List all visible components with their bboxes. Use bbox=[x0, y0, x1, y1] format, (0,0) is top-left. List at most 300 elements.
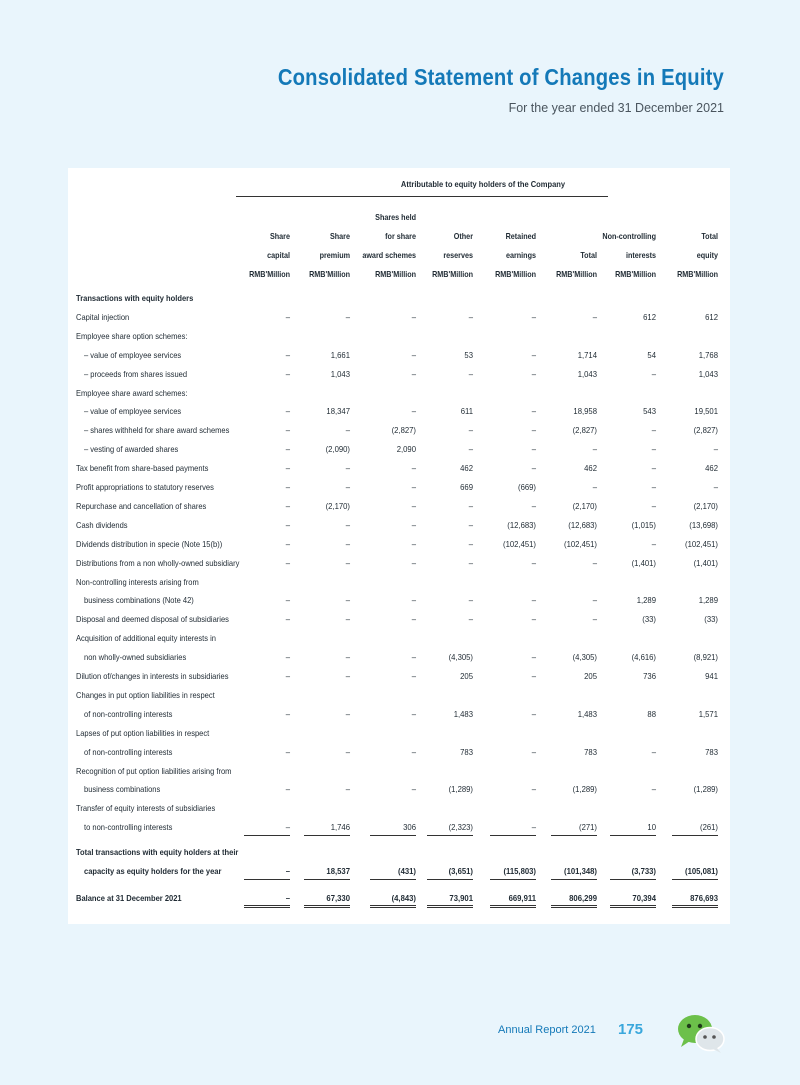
row-value: – bbox=[285, 557, 290, 568]
row-value: – bbox=[345, 671, 350, 681]
row-value: – bbox=[411, 349, 416, 360]
table-row bbox=[68, 554, 730, 572]
row-value: – bbox=[592, 311, 597, 322]
row-value: – bbox=[285, 482, 290, 492]
table-row bbox=[68, 365, 730, 383]
row-value: 462 bbox=[705, 463, 718, 474]
row-value: – bbox=[411, 784, 416, 795]
column-header-line: earnings bbox=[505, 251, 536, 260]
row-value: – bbox=[531, 349, 536, 360]
row-value: – bbox=[531, 784, 536, 795]
row-value: 462 bbox=[460, 463, 473, 474]
page-number: 175 bbox=[618, 1021, 644, 1038]
table-row bbox=[68, 799, 730, 817]
subtotal-rule bbox=[427, 835, 473, 836]
row-label: Non-controlling interests arising from bbox=[76, 576, 199, 587]
table-row bbox=[68, 843, 730, 861]
row-value: (105,081) bbox=[685, 866, 718, 876]
row-value: – bbox=[531, 311, 536, 322]
row-value: – bbox=[531, 463, 536, 474]
column-header-line bbox=[418, 189, 473, 208]
column-header-line bbox=[542, 227, 597, 246]
row-value: 1,714 bbox=[577, 349, 597, 360]
table-row bbox=[68, 308, 730, 326]
row-label: business combinations bbox=[84, 784, 161, 795]
row-value: (8,921) bbox=[693, 652, 718, 663]
subtotal-rule bbox=[490, 835, 536, 836]
row-value: – bbox=[651, 482, 656, 492]
row-value: – bbox=[411, 311, 416, 322]
table-row bbox=[68, 743, 730, 761]
row-value: 1,571 bbox=[698, 708, 718, 719]
table-row bbox=[68, 346, 730, 364]
row-value: – bbox=[531, 671, 536, 681]
row-value: (12,683) bbox=[507, 519, 536, 530]
row-value: – bbox=[285, 595, 290, 606]
row-value: 611 bbox=[460, 406, 473, 417]
row-label: – proceeds from shares issued bbox=[84, 368, 188, 379]
column-header-line: Total bbox=[701, 232, 718, 241]
row-value: (1,401) bbox=[693, 557, 718, 568]
column-header-line: interests bbox=[625, 251, 656, 260]
table-row bbox=[68, 327, 730, 345]
row-label: Changes in put option liabilities in respect bbox=[76, 689, 215, 700]
row-value: (33) bbox=[642, 614, 656, 625]
table-row bbox=[68, 762, 730, 780]
row-value: – bbox=[285, 463, 290, 474]
row-value: – bbox=[531, 746, 536, 757]
row-value: – bbox=[285, 746, 290, 757]
row-value: (102,451) bbox=[685, 538, 718, 549]
row-value: – bbox=[592, 614, 597, 625]
row-value: (115,803) bbox=[503, 866, 536, 876]
row-value: (1,289) bbox=[572, 784, 597, 795]
row-value: – bbox=[468, 614, 473, 625]
table-row bbox=[68, 629, 730, 647]
column-header-line bbox=[481, 208, 536, 227]
row-value: – bbox=[411, 538, 416, 549]
row-value: 543 bbox=[643, 406, 656, 417]
wechat-logo-icon bbox=[676, 1012, 726, 1054]
row-value: – bbox=[411, 463, 416, 474]
row-value: 53 bbox=[464, 349, 473, 360]
subtotal-rule bbox=[244, 835, 290, 836]
column-header-line: award schemes bbox=[362, 251, 416, 260]
group-header: Attributable to equity holders of the Company bbox=[400, 179, 566, 189]
row-value: – bbox=[713, 482, 718, 492]
column-header bbox=[228, 189, 290, 284]
row-value: – bbox=[285, 822, 290, 833]
row-value: – bbox=[345, 538, 350, 549]
total-double-rule bbox=[672, 905, 718, 908]
total-double-rule bbox=[610, 905, 656, 908]
row-value: 1,661 bbox=[330, 349, 350, 360]
row-value: – bbox=[531, 652, 536, 663]
row-label: – vesting of awarded shares bbox=[84, 444, 179, 455]
row-value: 1,746 bbox=[330, 822, 350, 833]
row-value: – bbox=[285, 500, 290, 511]
row-value: (669) bbox=[518, 482, 536, 492]
row-value: (102,451) bbox=[503, 538, 536, 549]
row-value: 736 bbox=[643, 671, 656, 681]
row-value: 1,483 bbox=[577, 708, 597, 719]
row-label: Dividends distribution in specie (Note 15(b)) bbox=[76, 538, 223, 549]
column-header-line bbox=[542, 189, 597, 208]
row-value: – bbox=[468, 311, 473, 322]
row-value: (2,827) bbox=[693, 425, 718, 436]
row-value: 1,043 bbox=[330, 368, 350, 379]
row-value: (1,401) bbox=[631, 557, 656, 568]
row-value: 70,394 bbox=[632, 892, 656, 903]
row-value: – bbox=[411, 482, 416, 492]
row-value: (2,827) bbox=[391, 425, 416, 436]
row-value: – bbox=[468, 595, 473, 606]
row-value: – bbox=[285, 614, 290, 625]
row-label: – value of employee services bbox=[84, 349, 182, 360]
row-value: – bbox=[468, 425, 473, 436]
row-value: (2,170) bbox=[572, 500, 597, 511]
row-value: 1,289 bbox=[698, 595, 718, 606]
table-row bbox=[68, 402, 730, 420]
row-value: (1,015) bbox=[631, 519, 656, 530]
subtotal-rule bbox=[370, 879, 416, 880]
column-header-line: equity bbox=[696, 251, 718, 260]
row-value: (33) bbox=[704, 614, 718, 625]
row-value: – bbox=[651, 784, 656, 795]
row-value: – bbox=[345, 708, 350, 719]
column-header bbox=[594, 189, 656, 284]
table-row bbox=[68, 862, 730, 880]
table-row bbox=[68, 516, 730, 534]
row-value: (102,451) bbox=[564, 538, 597, 549]
row-value: – bbox=[411, 746, 416, 757]
row-value: 612 bbox=[643, 311, 656, 322]
column-header-line bbox=[663, 189, 718, 208]
row-value: – bbox=[651, 425, 656, 436]
subtotal-rule bbox=[304, 835, 350, 836]
row-value: – bbox=[411, 652, 416, 663]
row-value: – bbox=[345, 652, 350, 663]
column-header-line: RMB'Million bbox=[677, 270, 718, 279]
subtotal-rule bbox=[672, 879, 718, 880]
column-header-line bbox=[295, 208, 350, 227]
row-value: – bbox=[468, 368, 473, 379]
row-value: 612 bbox=[705, 311, 718, 322]
table-row bbox=[68, 459, 730, 477]
column-header bbox=[411, 189, 473, 284]
row-value: – bbox=[411, 595, 416, 606]
row-value: – bbox=[411, 406, 416, 417]
subtotal-rule bbox=[304, 879, 350, 880]
row-value: 18,537 bbox=[326, 866, 350, 876]
row-value: – bbox=[285, 406, 290, 417]
column-header-line: Share bbox=[269, 232, 290, 241]
total-double-rule bbox=[427, 905, 473, 908]
row-value: – bbox=[345, 425, 350, 436]
row-value: – bbox=[468, 538, 473, 549]
row-value: – bbox=[531, 822, 536, 833]
column-header-line: Share bbox=[329, 232, 350, 241]
table-row bbox=[68, 535, 730, 553]
row-label: non wholly-owned subsidiaries bbox=[84, 652, 187, 663]
row-value: 205 bbox=[460, 671, 473, 681]
table-row bbox=[68, 667, 730, 685]
row-value: 67,330 bbox=[326, 892, 350, 903]
column-header-line bbox=[542, 208, 597, 227]
row-value: – bbox=[592, 595, 597, 606]
row-value: (101,348) bbox=[564, 866, 597, 876]
row-value: (12,683) bbox=[568, 519, 597, 530]
row-label: Dilution of/changes in interests in subsidiaries bbox=[76, 671, 229, 681]
row-value: – bbox=[345, 519, 350, 530]
row-value: – bbox=[411, 708, 416, 719]
row-value: – bbox=[285, 425, 290, 436]
row-value: – bbox=[411, 671, 416, 681]
row-value: (4,305) bbox=[572, 652, 597, 663]
row-label: Transfer of equity interests of subsidiaries bbox=[76, 803, 216, 814]
row-value: (1,289) bbox=[693, 784, 718, 795]
subtotal-rule bbox=[370, 835, 416, 836]
row-label: of non-controlling interests bbox=[84, 708, 173, 719]
row-value: – bbox=[651, 746, 656, 757]
row-value: – bbox=[345, 557, 350, 568]
row-value: 306 bbox=[403, 822, 416, 833]
table-row bbox=[68, 818, 730, 836]
row-value: (1,289) bbox=[448, 784, 473, 795]
column-header-line: Total bbox=[580, 251, 597, 260]
row-value: 783 bbox=[705, 746, 718, 757]
row-value: 806,299 bbox=[569, 892, 597, 903]
row-value: – bbox=[531, 425, 536, 436]
column-header-line: Other bbox=[453, 232, 473, 241]
row-value: – bbox=[592, 557, 597, 568]
row-value: 876,693 bbox=[690, 892, 718, 903]
column-header-line bbox=[361, 189, 416, 208]
table-row bbox=[68, 686, 730, 704]
row-label: Recognition of put option liabilities arising from bbox=[76, 765, 232, 776]
row-label: capacity as equity holders for the year bbox=[84, 866, 222, 876]
column-header-line bbox=[235, 208, 290, 227]
row-value: – bbox=[468, 557, 473, 568]
row-value: 18,958 bbox=[573, 406, 597, 417]
total-double-rule bbox=[490, 905, 536, 908]
row-value: – bbox=[285, 708, 290, 719]
row-label: of non-controlling interests bbox=[84, 746, 173, 757]
row-label: Disposal and deemed disposal of subsidiaries bbox=[76, 614, 229, 625]
row-value: (2,827) bbox=[572, 425, 597, 436]
row-value: 18,347 bbox=[326, 406, 350, 417]
table-row bbox=[68, 648, 730, 666]
row-value: 783 bbox=[460, 746, 473, 757]
row-value: 2,090 bbox=[396, 444, 416, 455]
row-value: – bbox=[468, 444, 473, 455]
row-value: – bbox=[285, 444, 290, 455]
row-value: – bbox=[411, 614, 416, 625]
row-label: Employee share option schemes: bbox=[76, 330, 188, 341]
total-double-rule bbox=[244, 905, 290, 908]
row-value: (4,616) bbox=[631, 652, 656, 663]
row-value: – bbox=[285, 784, 290, 795]
row-value: – bbox=[531, 368, 536, 379]
row-label: Acquisition of additional equity interests in bbox=[76, 633, 216, 644]
row-value: – bbox=[468, 519, 473, 530]
statement-panel bbox=[68, 168, 730, 924]
row-value: – bbox=[468, 500, 473, 511]
column-header-line bbox=[295, 189, 350, 208]
row-value: 1,043 bbox=[698, 368, 718, 379]
total-double-rule bbox=[551, 905, 597, 908]
row-label: Lapses of put option liabilities in respect bbox=[76, 727, 210, 738]
row-label: Tax benefit from share-based payments bbox=[76, 463, 209, 474]
table-row bbox=[68, 780, 730, 798]
row-label: – value of employee services bbox=[84, 406, 182, 417]
column-header bbox=[474, 189, 536, 284]
row-value: – bbox=[285, 671, 290, 681]
row-label: Employee share award schemes: bbox=[76, 387, 188, 398]
row-value: 19,501 bbox=[694, 406, 718, 417]
column-header-line bbox=[235, 189, 290, 208]
row-value: 941 bbox=[705, 671, 718, 681]
row-label: Profit appropriations to statutory reserves bbox=[76, 482, 214, 492]
column-header-line: premium bbox=[319, 251, 350, 260]
column-headers bbox=[68, 208, 730, 283]
row-value: (2,170) bbox=[693, 500, 718, 511]
row-value: – bbox=[531, 406, 536, 417]
table-row bbox=[68, 724, 730, 742]
subtotal-rule bbox=[427, 879, 473, 880]
row-label: Transactions with equity holders bbox=[76, 293, 194, 303]
row-label: – shares withheld for share award schemes bbox=[84, 425, 230, 436]
row-value: 88 bbox=[647, 708, 656, 719]
row-value: – bbox=[531, 614, 536, 625]
column-header-line: RMB'Million bbox=[375, 270, 416, 279]
column-header-line: Shares held bbox=[375, 213, 416, 222]
row-value: 73,901 bbox=[449, 892, 473, 903]
row-value: (13,698) bbox=[689, 519, 718, 530]
column-header bbox=[535, 189, 597, 284]
row-label: to non-controlling interests bbox=[84, 822, 173, 833]
row-value: – bbox=[411, 368, 416, 379]
table-row bbox=[68, 384, 730, 402]
row-value: (2,170) bbox=[325, 500, 350, 511]
column-header-line: RMB'Million bbox=[249, 270, 290, 279]
column-header-line: Retained bbox=[505, 232, 536, 241]
row-value: (431) bbox=[398, 866, 416, 876]
row-value: – bbox=[713, 444, 718, 455]
row-value: 783 bbox=[584, 746, 597, 757]
row-value: – bbox=[285, 538, 290, 549]
row-value: – bbox=[651, 368, 656, 379]
row-value: (2,323) bbox=[448, 822, 473, 833]
row-value: 10 bbox=[647, 822, 656, 833]
row-value: 54 bbox=[647, 349, 656, 360]
column-header-line: RMB'Million bbox=[432, 270, 473, 279]
row-value: – bbox=[411, 557, 416, 568]
row-value: – bbox=[285, 349, 290, 360]
row-value: – bbox=[531, 557, 536, 568]
page-subtitle: For the year ended 31 December 2021 bbox=[508, 101, 724, 115]
column-header-line bbox=[601, 208, 656, 227]
subtotal-rule bbox=[610, 835, 656, 836]
row-value: – bbox=[411, 519, 416, 530]
row-value: – bbox=[411, 500, 416, 511]
column-header bbox=[288, 189, 350, 284]
column-header-line: RMB'Million bbox=[495, 270, 536, 279]
row-value: 1,043 bbox=[577, 368, 597, 379]
subtotal-rule bbox=[551, 879, 597, 880]
row-value: – bbox=[592, 444, 597, 455]
total-double-rule bbox=[370, 905, 416, 908]
row-label: Capital injection bbox=[76, 311, 130, 322]
row-value: – bbox=[285, 892, 290, 903]
row-value: – bbox=[345, 746, 350, 757]
row-value: – bbox=[345, 311, 350, 322]
subtotal-rule bbox=[244, 879, 290, 880]
row-value: – bbox=[592, 482, 597, 492]
row-value: – bbox=[531, 444, 536, 455]
column-header-line: RMB'Million bbox=[309, 270, 350, 279]
column-header-line bbox=[601, 189, 656, 208]
row-value: – bbox=[345, 595, 350, 606]
row-value: – bbox=[651, 500, 656, 511]
table-row bbox=[68, 289, 730, 307]
row-label: Repurchase and cancellation of shares bbox=[76, 500, 207, 511]
subtotal-rule bbox=[672, 835, 718, 836]
column-header-line: for share bbox=[385, 232, 416, 241]
row-label: Balance at 31 December 2021 bbox=[76, 892, 182, 903]
row-value: (271) bbox=[579, 822, 597, 833]
row-value: – bbox=[285, 311, 290, 322]
row-label: Cash dividends bbox=[76, 519, 128, 530]
row-label: Distributions from a non wholly-owned subsidiary bbox=[76, 557, 240, 568]
row-value: 1,483 bbox=[453, 708, 473, 719]
row-value: (4,843) bbox=[391, 892, 416, 903]
row-label: business combinations (Note 42) bbox=[84, 595, 194, 606]
subtotal-rule bbox=[490, 879, 536, 880]
row-value: – bbox=[285, 652, 290, 663]
table-row bbox=[68, 591, 730, 609]
column-header-line: reserves bbox=[443, 251, 473, 260]
row-value: – bbox=[651, 463, 656, 474]
column-header-line: Non-controlling bbox=[602, 232, 656, 241]
subtotal-rule bbox=[610, 879, 656, 880]
column-header-line bbox=[663, 208, 718, 227]
table-row bbox=[68, 478, 730, 496]
column-header-line: capital bbox=[267, 251, 290, 260]
table-row bbox=[68, 440, 730, 458]
row-value: – bbox=[285, 519, 290, 530]
column-header bbox=[354, 189, 416, 284]
row-value: – bbox=[531, 708, 536, 719]
row-value: – bbox=[651, 538, 656, 549]
row-value: – bbox=[531, 595, 536, 606]
row-value: – bbox=[651, 444, 656, 455]
table-row bbox=[68, 573, 730, 591]
row-value: – bbox=[345, 784, 350, 795]
row-value: (261) bbox=[700, 822, 718, 833]
table-row bbox=[68, 705, 730, 723]
row-value: 669,911 bbox=[508, 892, 536, 903]
row-value: – bbox=[345, 463, 350, 474]
row-value: – bbox=[285, 368, 290, 379]
row-value: – bbox=[531, 500, 536, 511]
row-label: Total transactions with equity holders at their bbox=[76, 847, 239, 858]
page-title: Consolidated Statement of Changes in Equity bbox=[277, 64, 724, 90]
row-value: – bbox=[345, 614, 350, 625]
column-header-line: RMB'Million bbox=[556, 270, 597, 279]
column-header-line bbox=[481, 189, 536, 208]
subtotal-rule bbox=[551, 835, 597, 836]
